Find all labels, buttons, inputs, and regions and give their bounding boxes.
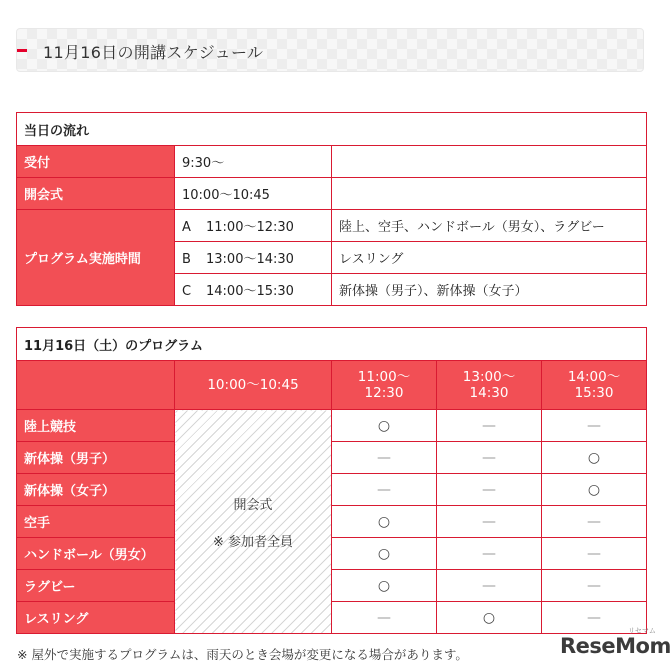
header-line: 15:30 [574,385,614,401]
program-time-label: プログラム実施時間 [17,210,175,306]
row-label: 新体操（女子） [17,474,175,506]
program-caption: 11月16日（土）のプログラム [17,328,647,361]
opening-ceremony-cell [175,410,332,634]
row-label: 陸上競技 [17,410,175,442]
slot-c-mark: — [542,410,647,442]
opening-time: 10:00〜10:45 [175,178,332,210]
program-table [16,327,647,634]
logo-text: ReseMom [560,634,671,658]
slot-c-mark: ○ [542,474,647,506]
slot-b-mark: — [437,506,542,538]
row-label: 空手 [17,506,175,538]
header-opening: 10:00〜10:45 [175,361,332,410]
slot-c-events: 新体操（男子）、新体操（女子） [332,274,647,306]
slot-b-mark: — [437,410,542,442]
header-slot-c [542,361,647,410]
header-line: 13:00〜 [462,369,516,385]
header-line: 11:00〜 [357,369,411,385]
slot-letter: B [182,252,191,267]
slot-c-mark: — [542,570,647,602]
header-line: 12:30 [364,385,404,401]
slot-a-mark: ○ [332,506,437,538]
slot-time: 14:00〜15:30 [206,284,294,299]
slot-b-mark: — [437,538,542,570]
row-label: レスリング [17,602,175,634]
row-label: ハンドボール（男女） [17,538,175,570]
opening-cell-title: 開会式 [233,497,273,513]
empty-cell [332,178,647,210]
slot-a-mark: ○ [332,410,437,442]
slot-letter: C [182,284,192,299]
resemom-logo [560,627,671,658]
header-slot-a [332,361,437,410]
row-label: ラグビー [17,570,175,602]
slot-a-events: 陸上、空手、ハンドボール（男女）、ラグビー [332,210,647,242]
section-heading [16,28,644,72]
slot-c-mark: — [542,506,647,538]
slot-b-mark: — [437,474,542,506]
slot-c-time [175,274,332,306]
flow-caption: 当日の流れ [17,113,647,146]
slot-a-mark: ○ [332,538,437,570]
header-line: 14:30 [469,385,509,401]
footnote: ※ 屋外で実施するプログラムは、雨天のとき会場が変更になる場合があります。 [17,647,468,662]
slot-c-mark: — [542,602,647,634]
header-slot-b [437,361,542,410]
slot-c-mark: — [542,538,647,570]
empty-cell [332,146,647,178]
row-label: 新体操（男子） [17,442,175,474]
slot-a-mark: — [332,602,437,634]
slot-a-time [175,210,332,242]
slot-a-mark: — [332,474,437,506]
reception-label: 受付 [17,146,175,178]
logo-subtext: リセマム [628,627,656,635]
slot-b-mark: — [437,442,542,474]
slot-b-mark: ○ [437,602,542,634]
opening-cell-note: ※ 参加者全員 [212,534,294,550]
opening-label: 開会式 [17,178,175,210]
slot-a-mark: ○ [332,570,437,602]
heading-accent-bar [17,49,27,52]
slot-c-mark: ○ [542,442,647,474]
slot-letter: A [182,220,191,235]
slot-time: 11:00〜12:30 [206,220,294,235]
heading-title: 11月16日の開講スケジュール [43,43,264,62]
header-line: 14:00〜 [567,369,621,385]
slot-b-events: レスリング [332,242,647,274]
reception-time: 9:30〜 [175,146,332,178]
slot-time: 13:00〜14:30 [206,252,294,267]
daily-flow-table [16,112,647,306]
slot-b-mark: — [437,570,542,602]
header-blank [17,361,175,410]
slot-b-time [175,242,332,274]
slot-a-mark: — [332,442,437,474]
